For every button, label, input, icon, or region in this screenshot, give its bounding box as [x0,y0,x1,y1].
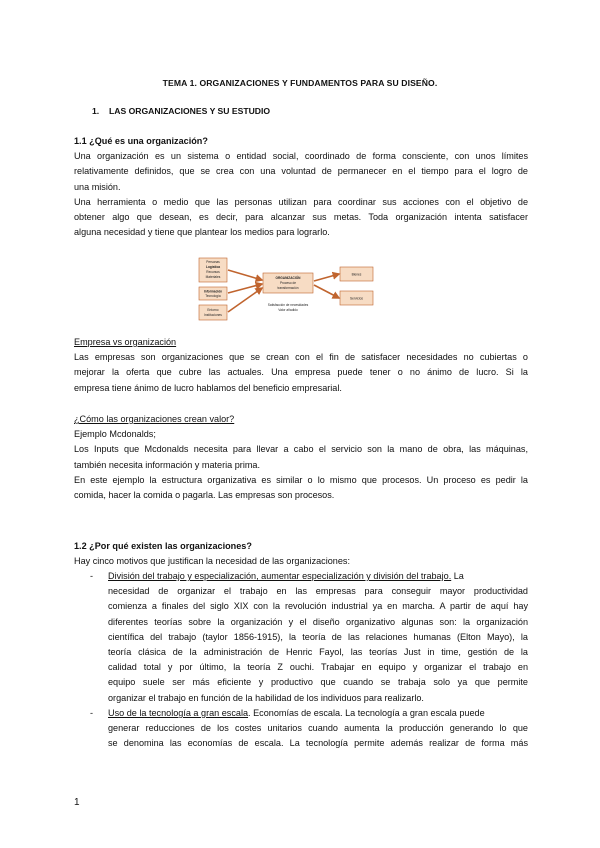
diagram-label: ORGANIZACIÓN [275,276,301,280]
diagram-label: Materiales [205,275,221,279]
list-item-body [108,569,528,706]
paragraph-line: comida, hacer la comida o pagarla. Las empresas son procesos. [74,489,335,500]
empresa-section [74,335,528,396]
list-item [74,706,528,756]
diagram-label: Información [203,289,223,294]
list-item-topic: Uso de la tecnología a gran escala [108,708,249,718]
organization-diagram [195,255,405,327]
diagram-arrow [314,274,339,281]
paragraph-line: En este ejemplo la estructura organizativa es similar o lo mismo que procesos. Un proceso es pedir la [74,474,528,485]
subsection-heading: 1.2 ¿Por qué existen las organizaciones? [74,541,252,551]
paragraph-line: equipo suele ser más eficiente y productivo que cuando se trabaja solo ya que permite [108,677,528,688]
list-item-first-line [108,569,528,584]
section-number: 1. [92,106,100,116]
list-item-body [108,706,528,752]
paragraph-line: organizar el trabajo en función de la habilidad de los individuos para realizarlo. [108,692,424,703]
page-number: 1 [74,797,80,808]
section-title: LAS ORGANIZACIONES Y SU ESTUDIO [109,106,271,116]
paragraph-line: Una herramienta o medio que las personas utilizan para coordinar sus acciones con el objetivo de [74,196,528,207]
list-item-first-line [108,706,528,721]
document-title: TEMA 1. ORGANIZACIONES Y FUNDAMENTOS PARA SU DISEÑO. [162,78,438,88]
paragraph-line: alguna necesidad y tiene que plantear los medios para lograrlo. [74,227,330,238]
subsection-heading: 1.1 ¿Qué es una organización? [74,136,208,146]
diagram-label: transformación [277,286,299,290]
subsection-1-2 [74,539,528,569]
bullet-marker: - [90,708,94,718]
diagram-label: Recursos [206,270,220,274]
diagram-label: Bienes [351,272,362,277]
diagram-svg [195,255,405,327]
paragraph-line: necesidad de organizar el trabajo en las empresas para conseguir mayor productividad [108,586,528,597]
paragraph-line: relativamente definidos, que se crea con una voluntad de permanecer en el tiempo para el logro de [74,166,528,177]
diagram-label: Servicios [350,296,363,301]
diagram-arrow [314,285,339,298]
paragraph-line: obtener algo que desean, es decir, para alcanzar sus metas. Toda organización intenta satisfacer [74,211,528,222]
paragraph-line: mejorar la oferta que cubre las actuales. Una empresa puede tener o no ánimo de lucro. Si la [74,367,528,378]
list-item-text: . Economías de escala. La tecnología a gran escala puede [248,708,485,718]
paragraph-line: teoría clásica de la administración de Henric Fayol, las teorías Just in time, gestión de la [108,646,528,657]
paragraph-line: diferentes teorías sobre la organización y el diseño organizativo algunas son: la organización [108,616,528,627]
diagram-caption: Satisfacción de necesidades [267,303,309,307]
diagram-label: Logística [206,265,220,269]
paragraph-line: Ejemplo Mcdonalds; [74,429,156,440]
list-item-topic: División del trabajo y especialización, aumentar especialización y división del trabajo. [108,571,452,581]
paragraph-line: Hay cinco motivos que justifican la necesidad de las organizaciones: [74,556,350,567]
diagram-label: Instituciones [204,313,222,317]
list-item-text: La [451,571,464,581]
diagram-caption: Valor añadido [278,308,298,312]
paragraph-line: Los Inputs que Mcdonalds necesita para llevar a cabo el servicio son la mano de obra, las máquinas, [74,444,528,455]
bullet-marker: - [90,571,94,581]
empresa-heading: Empresa vs organización [74,337,177,347]
paragraph-line: empresa tiene ánimo de lucro hablamos del beneficio empresarial. [74,382,342,393]
paragraph-line: una misión. [74,181,121,192]
diagram-label: Tecnología [205,294,221,298]
paragraph-line: también necesita información y materia prima. [74,459,260,470]
subsection-1-1 [74,134,528,240]
diagram-label: Entorno [207,308,219,312]
paragraph-line: comienza a finales del siglo XIX con la revolución industrial ya en marcha. A partir de aquí hay [108,601,528,612]
list-item [74,569,528,709]
paragraph-line: Una organización es un sistema o entidad social, coordinado de forma consciente, con unos límites [74,151,528,162]
paragraph-line: científica del trabajo (taylor 1856-1915), la teoría de las relaciones humanas (Elton Mayo), la [108,631,528,642]
paragraph-line: generar reducciones de los costes unitarios cuando aumenta la producción generando lo que [108,723,528,734]
paragraph-line: se denomina las economías de escala. La tecnología permite además realizar de forma más [108,738,528,749]
paragraph-line: calidad total y por último, la teoría Z ouchi. Trabajar en equipo y organizar el trabajo en [108,662,528,673]
diagram-label: Personas [206,260,220,264]
diagram-label: Proceso de [279,281,297,285]
diagram-arrow [228,270,262,280]
valor-section [74,412,528,503]
valor-heading: ¿Cómo las organizaciones crean valor? [74,414,235,424]
paragraph-line: Las empresas son organizaciones que se crean con el fin de satisfacer necesidades no cubiertas o [74,352,528,363]
